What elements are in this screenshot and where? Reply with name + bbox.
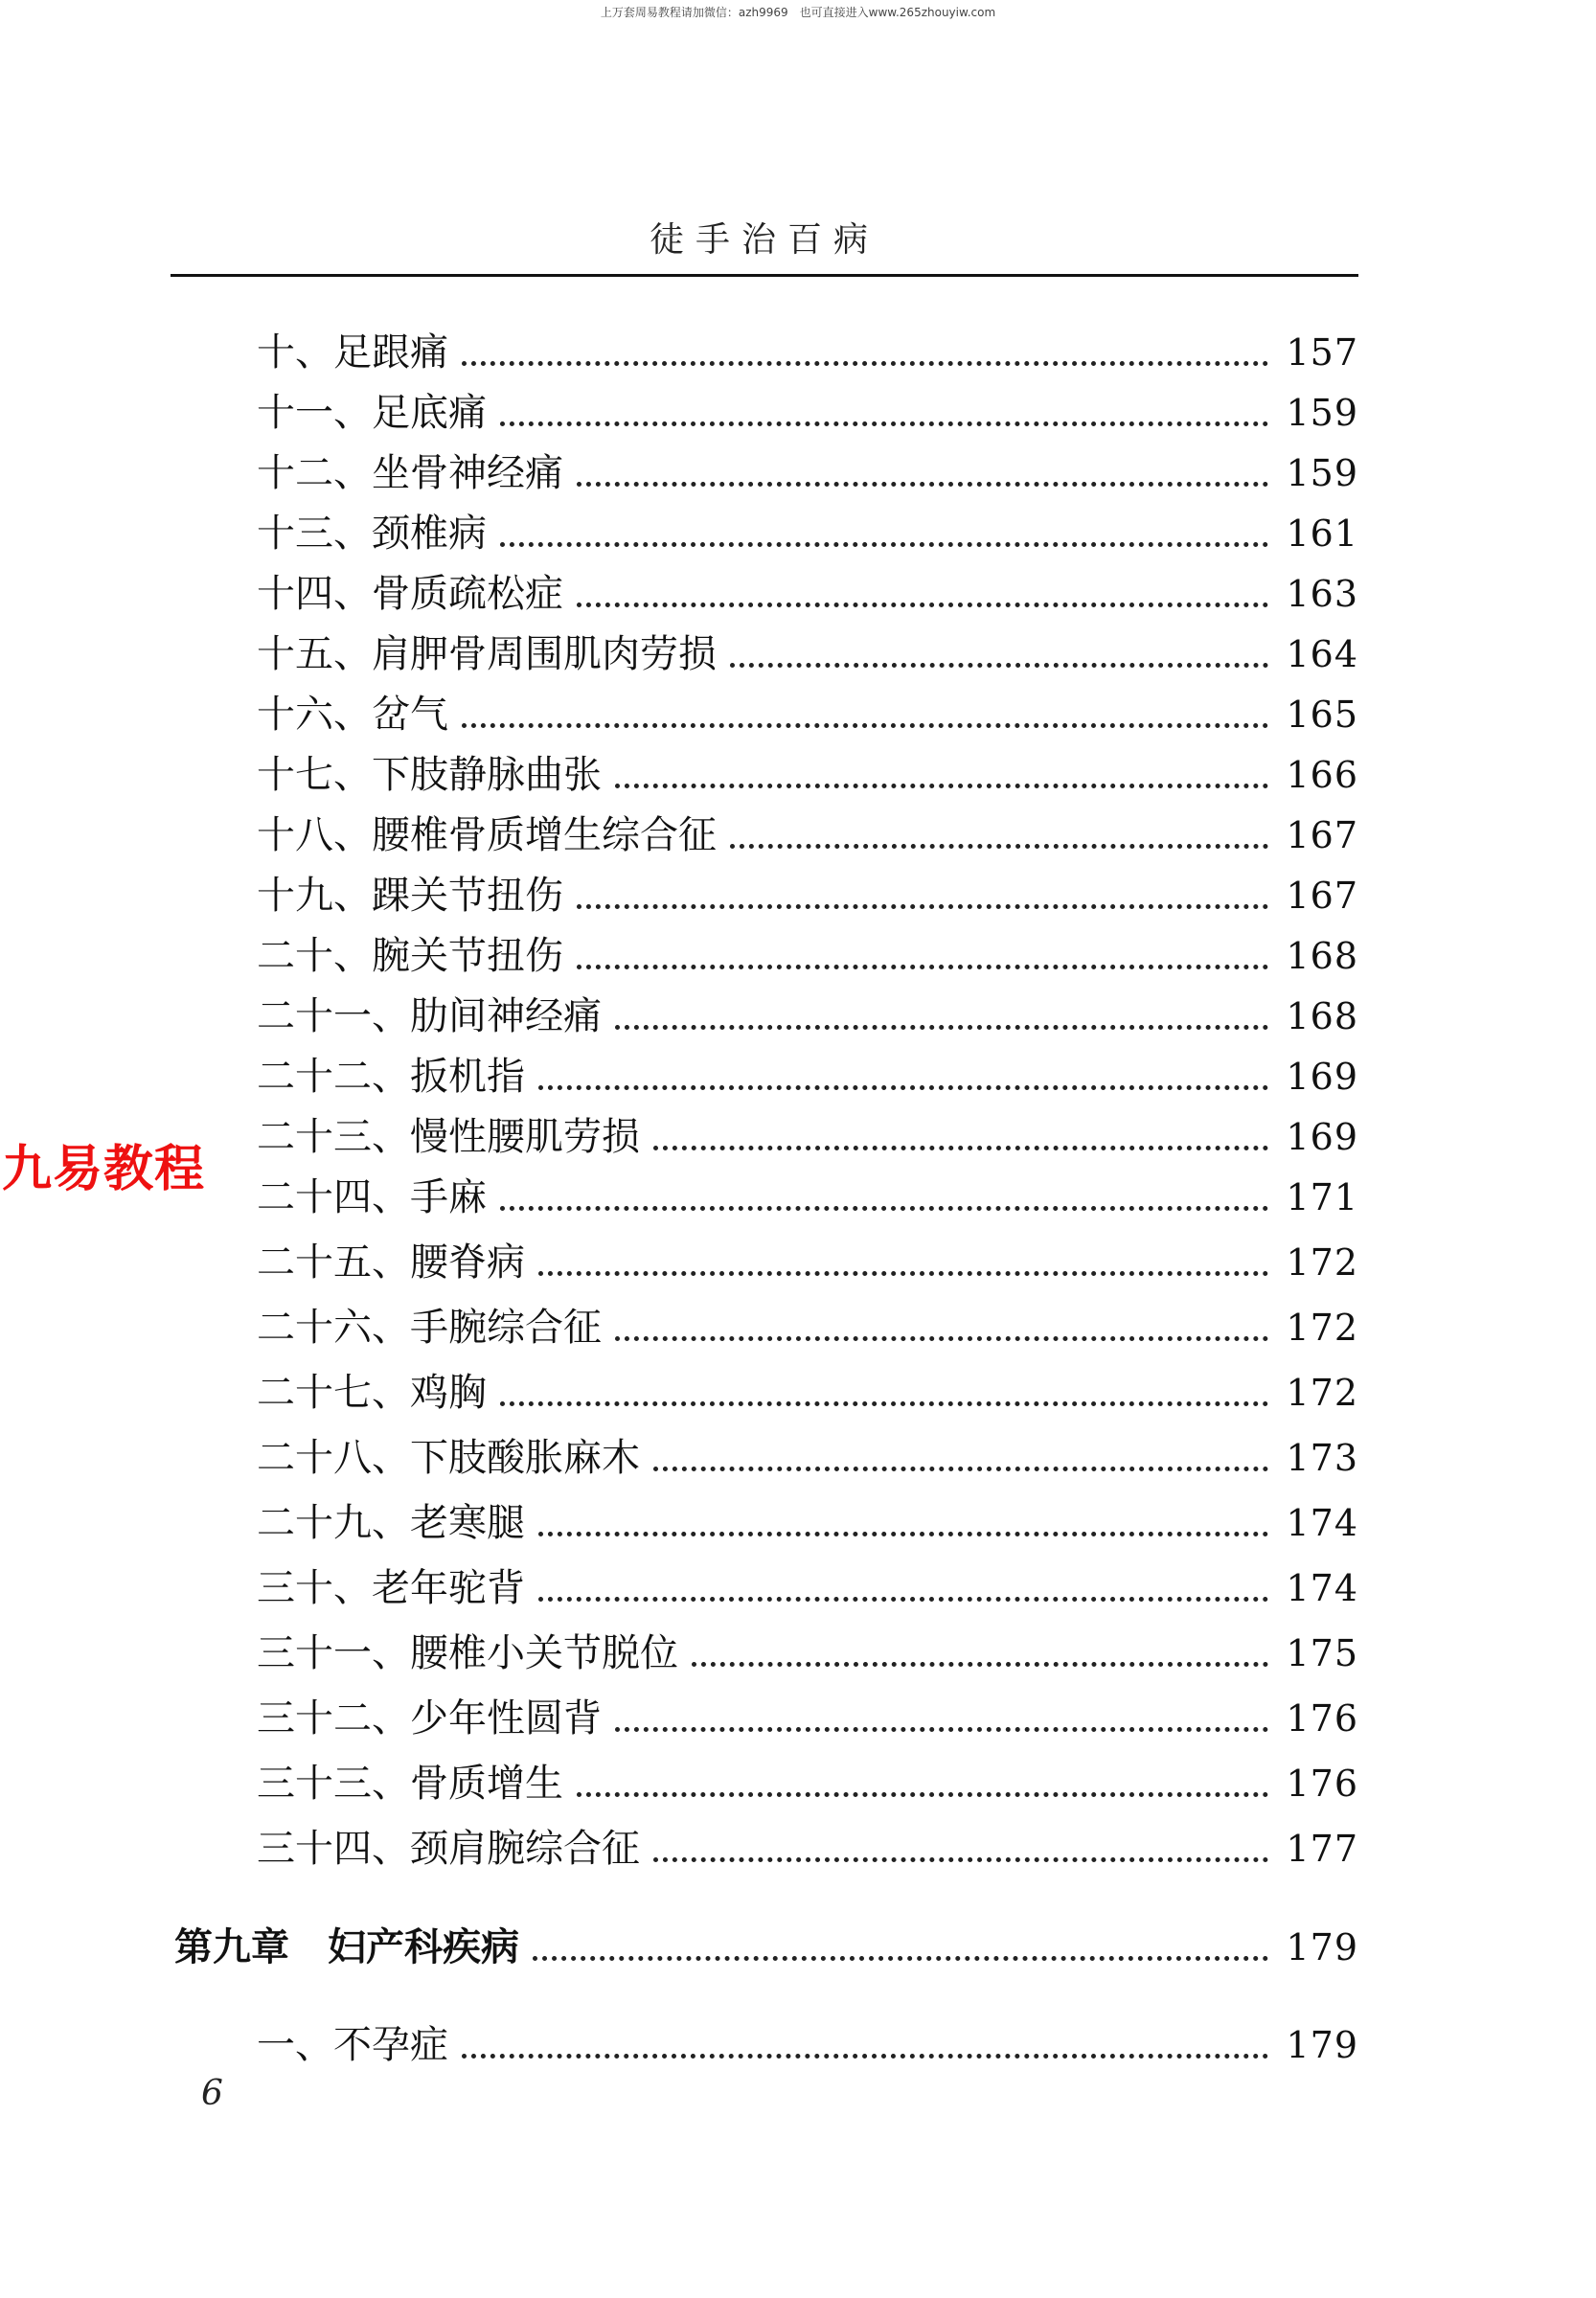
toc-entry-page: 172 <box>1286 1241 1358 1284</box>
toc-leader <box>577 603 1268 607</box>
toc-entry <box>257 690 1358 739</box>
toc-entry <box>257 931 1358 981</box>
toc-entry-page: 159 <box>1286 452 1358 494</box>
toc-entry-page: 174 <box>1286 1502 1358 1544</box>
toc-entry-page: 172 <box>1286 1372 1358 1414</box>
toc-chapter-page: 179 <box>1286 1926 1358 1968</box>
toc-entry <box>257 1433 1358 1483</box>
toc-entry <box>257 1368 1358 1418</box>
toc-entry-title: 二十三、慢性腰肌劳损 <box>257 1115 640 1159</box>
toc-entry <box>257 1172 1358 1222</box>
toc-entry-page: 176 <box>1286 1763 1358 1805</box>
toc-entry <box>257 569 1358 619</box>
toc-leader <box>730 844 1268 849</box>
toc-leader <box>538 1085 1268 1090</box>
toc-entry-title: 十七、下肢静脉曲张 <box>257 753 602 797</box>
toc-entry-title: 二十九、老寒腿 <box>257 1501 525 1545</box>
toc-entry <box>257 509 1358 558</box>
toc-leader <box>500 421 1268 426</box>
toc-entry <box>257 1628 1358 1678</box>
toc-entry-page: 165 <box>1286 694 1358 736</box>
toc-leader <box>653 1857 1268 1862</box>
toc-leader <box>500 542 1268 547</box>
toc-entry-page: 172 <box>1286 1307 1358 1349</box>
page-number: 6 <box>201 2074 223 2113</box>
toc-entry-title: 三十三、骨质增生 <box>257 1762 563 1806</box>
toc-leader <box>500 1401 1268 1406</box>
toc-entry-title: 十八、腰椎骨质增生综合征 <box>257 813 717 857</box>
toc-leader <box>615 1727 1268 1732</box>
toc-entry <box>257 810 1358 860</box>
toc-entry-page: 171 <box>1286 1176 1358 1218</box>
header-rule <box>171 274 1358 277</box>
toc-leader <box>692 1662 1268 1667</box>
toc-entry-title: 十三、颈椎病 <box>257 512 487 556</box>
toc-leader <box>538 1532 1268 1536</box>
toc-entry <box>257 1563 1358 1613</box>
toc-entry <box>257 1694 1358 1743</box>
toc-leader <box>653 1467 1268 1471</box>
toc-entry <box>257 750 1358 800</box>
toc-entry-page: 161 <box>1286 512 1358 555</box>
toc-entry-title: 三十一、腰椎小关节脱位 <box>257 1631 678 1675</box>
toc-entry <box>257 871 1358 921</box>
toc-entry-title: 二十八、下肢酸胀麻木 <box>257 1436 640 1480</box>
toc-entry-page: 163 <box>1286 573 1358 615</box>
toc-leader <box>577 482 1268 487</box>
toc-entry <box>257 1303 1358 1353</box>
toc-leader <box>462 2054 1268 2059</box>
toc-entry-page: 177 <box>1286 1828 1358 1870</box>
toc-entry-title: 二十二、扳机指 <box>257 1055 525 1099</box>
toc-entry-page: 164 <box>1286 633 1358 675</box>
toc-entry <box>257 1498 1358 1548</box>
toc-entry <box>257 629 1358 679</box>
toc-entry-page: 159 <box>1286 392 1358 434</box>
toc-leader <box>538 1597 1268 1602</box>
toc-entry-title: 十、足跟痛 <box>257 330 448 375</box>
toc-entry-title: 十六、岔气 <box>257 693 448 737</box>
toc-entry-title: 一、不孕症 <box>257 2023 448 2067</box>
toc-leader <box>538 1271 1268 1276</box>
toc-leader <box>615 1336 1268 1341</box>
toc-chapter-title: 第九章 妇产科疾病 <box>174 1924 519 1969</box>
toc-entry <box>257 448 1358 498</box>
toc-entry-page: 167 <box>1286 814 1358 856</box>
toc-entry-title: 十四、骨质疏松症 <box>257 572 563 616</box>
top-note: 上万套周易教程请加微信：azh9969 也可直接进入www.265zhouyiw.com <box>600 6 996 19</box>
toc-entry <box>257 328 1358 377</box>
toc-leader <box>615 1025 1268 1030</box>
toc-entry-title: 十五、肩胛骨周围肌肉劳损 <box>257 632 717 676</box>
toc-entry <box>257 1112 1358 1162</box>
toc-entry-page: 179 <box>1286 2024 1358 2066</box>
toc-entry <box>257 2020 1358 2070</box>
toc-entry-page: 166 <box>1286 754 1358 796</box>
toc-leader <box>577 1792 1268 1797</box>
toc-leader <box>462 723 1268 728</box>
toc-entry-title: 十一、足底痛 <box>257 391 487 435</box>
toc-entry-title: 十二、坐骨神经痛 <box>257 451 563 495</box>
toc-entry <box>257 1238 1358 1287</box>
toc-entry-page: 168 <box>1286 995 1358 1037</box>
toc-leader <box>615 784 1268 788</box>
toc-leader <box>653 1146 1268 1150</box>
toc-entry-page: 157 <box>1286 331 1358 374</box>
toc-entry-title: 二十、腕关节扭伤 <box>257 934 563 978</box>
toc-entry-page: 174 <box>1286 1567 1358 1609</box>
toc-entry-title: 二十四、手麻 <box>257 1175 487 1219</box>
toc-entry-page: 167 <box>1286 875 1358 917</box>
running-header: 徒手治百病 <box>649 220 879 260</box>
toc-entry <box>257 991 1358 1041</box>
toc-leader <box>462 361 1268 366</box>
toc-entry-title: 三十四、颈肩腕综合征 <box>257 1827 640 1871</box>
toc-entry <box>257 1759 1358 1809</box>
toc-leader <box>500 1206 1268 1211</box>
toc-entry <box>257 388 1358 438</box>
toc-entry-title: 二十六、手腕综合征 <box>257 1306 602 1350</box>
toc-entry-title: 二十七、鸡胸 <box>257 1371 487 1415</box>
toc-entry-title: 二十五、腰脊病 <box>257 1240 525 1285</box>
toc-entry-page: 168 <box>1286 935 1358 977</box>
toc-entry <box>257 1052 1358 1102</box>
toc-entry-page: 173 <box>1286 1437 1358 1479</box>
toc-leader <box>730 663 1268 668</box>
watermark: 九易教程 <box>2 1141 206 1198</box>
toc-entry <box>257 1824 1358 1874</box>
toc-leader <box>577 904 1268 909</box>
toc-entry-page: 175 <box>1286 1632 1358 1674</box>
toc-entry-title: 十九、踝关节扭伤 <box>257 874 563 918</box>
toc-entry-page: 176 <box>1286 1697 1358 1740</box>
toc-entry-page: 169 <box>1286 1116 1358 1158</box>
toc-leader <box>533 1956 1268 1961</box>
toc-entry-title: 三十、老年驼背 <box>257 1566 525 1610</box>
toc-chapter-entry <box>174 1923 1358 1972</box>
toc-entry-page: 169 <box>1286 1056 1358 1098</box>
toc-entry-title: 三十二、少年性圆背 <box>257 1696 602 1741</box>
toc-entry-title: 二十一、肋间神经痛 <box>257 994 602 1038</box>
toc-leader <box>577 965 1268 969</box>
